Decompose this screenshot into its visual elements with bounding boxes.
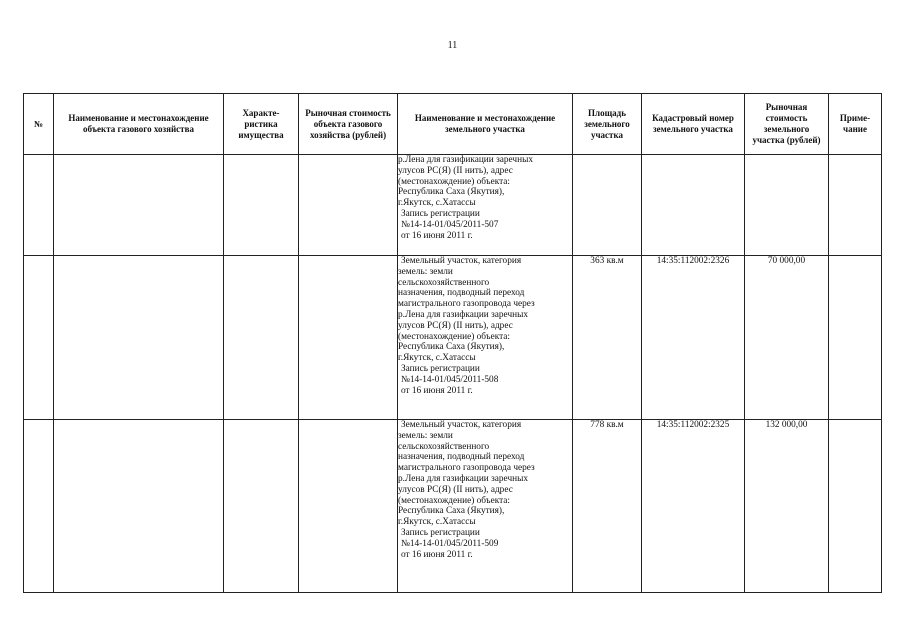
land-line: г.Якутск, с.Хатассы	[398, 517, 476, 528]
property-table	[23, 93, 882, 593]
land-plot-cell	[398, 155, 573, 256]
note-cell	[829, 420, 882, 593]
cadastral-cell: 14:35:112002:2325	[642, 420, 745, 593]
land-value-cell	[745, 155, 829, 256]
col-area-header: Площадь земельного участка	[573, 94, 642, 155]
land-line: сельскохозяйственного	[398, 277, 490, 288]
gas-object-value-cell	[299, 155, 398, 256]
land-line: Республика Саха (Якутия),	[398, 506, 505, 517]
land-line: Республика Саха (Якутия),	[398, 187, 505, 198]
land-line: улусов РС(Я) (II нить), адрес	[398, 320, 513, 331]
land-line: от 16 июня 2011 г.	[401, 385, 473, 396]
col-number-header: №	[24, 94, 54, 155]
land-line: г.Якутск, с.Хатассы	[398, 198, 476, 209]
land-line: Запись регистрации	[401, 527, 480, 538]
col-property-characteristic-header: Характе-ристика имущества	[224, 94, 299, 155]
land-line: от 16 июня 2011 г.	[401, 549, 473, 560]
number-cell	[24, 256, 54, 420]
land-line: сельскохозяйственного	[398, 441, 490, 452]
land-line: магистрального газопровода через	[398, 463, 535, 474]
land-line: №14-14-01/045/2011-508	[401, 374, 499, 385]
land-line: Земельный участок, категория	[401, 256, 522, 266]
characteristic-cell	[224, 420, 299, 593]
land-line: назначения, подводный переход	[398, 452, 525, 463]
gas-object-cell	[54, 420, 224, 593]
table-row	[24, 155, 882, 256]
land-line: Запись регистрации	[401, 208, 480, 219]
note-cell	[829, 256, 882, 420]
land-line: г.Якутск, с.Хатассы	[398, 353, 476, 364]
land-line: (местонахождение) объекта:	[398, 176, 511, 187]
land-line: (местонахождение) объекта:	[398, 331, 511, 342]
land-line: земель: земли	[398, 266, 453, 277]
cadastral-cell	[642, 155, 745, 256]
land-value-cell: 132 000,00	[745, 420, 829, 593]
land-line: магистрального газопровода через	[398, 299, 535, 310]
table-row	[24, 256, 882, 420]
land-plot-cell	[398, 256, 573, 420]
land-line: р.Лена для газифкации заречных	[398, 309, 528, 320]
land-line: Республика Саха (Якутия),	[398, 342, 505, 353]
land-line: р.Лена для газифкации заречных	[398, 473, 528, 484]
col-gas-object-header: Наименование и местонахождение объекта газового хозяйства	[54, 94, 224, 155]
area-cell: 363 кв.м	[573, 256, 642, 420]
gas-object-cell	[54, 256, 224, 420]
col-cadastral-header: Кадастровый номер земельного участка	[642, 94, 745, 155]
number-cell	[24, 155, 54, 256]
note-cell	[829, 155, 882, 256]
col-gas-object-value-header: Рыночная стоимость объекта газового хозяйства (рублей)	[299, 94, 398, 155]
area-cell	[573, 155, 642, 256]
land-value-cell: 70 000,00	[745, 256, 829, 420]
col-note-header: Приме-чание	[829, 94, 882, 155]
land-line: улусов РС(Я) (II нить), адрес	[398, 484, 513, 495]
land-line: земель: земли	[398, 430, 453, 441]
cadastral-cell: 14:35:112002:2326	[642, 256, 745, 420]
land-line: Земельный участок, категория	[401, 420, 522, 430]
land-line: улусов РС(Я) (II нить), адрес	[398, 165, 513, 176]
characteristic-cell	[224, 256, 299, 420]
header-row	[24, 94, 882, 155]
characteristic-cell	[224, 155, 299, 256]
land-line: №14-14-01/045/2011-507	[401, 219, 499, 230]
land-line: (местонахождение) объекта:	[398, 495, 511, 506]
land-line: р.Лена для газификации заречных	[398, 155, 533, 165]
gas-object-cell	[54, 155, 224, 256]
land-line: Запись регистрации	[401, 363, 480, 374]
col-land-plot-header: Наименование и местонахождение земельного участка	[398, 94, 573, 155]
gas-object-value-cell	[299, 256, 398, 420]
land-line: №14-14-01/045/2011-509	[401, 538, 499, 549]
gas-object-value-cell	[299, 420, 398, 593]
land-line: от 16 июня 2011 г.	[401, 230, 473, 241]
col-land-value-header: Рыночная стоимость земельного участка (рублей)	[745, 94, 829, 155]
land-plot-cell	[398, 420, 573, 593]
number-cell	[24, 420, 54, 593]
table-row	[24, 420, 882, 593]
page-number: 11	[447, 40, 458, 51]
land-line: назначения, подводный переход	[398, 288, 525, 299]
area-cell: 778 кв.м	[573, 420, 642, 593]
